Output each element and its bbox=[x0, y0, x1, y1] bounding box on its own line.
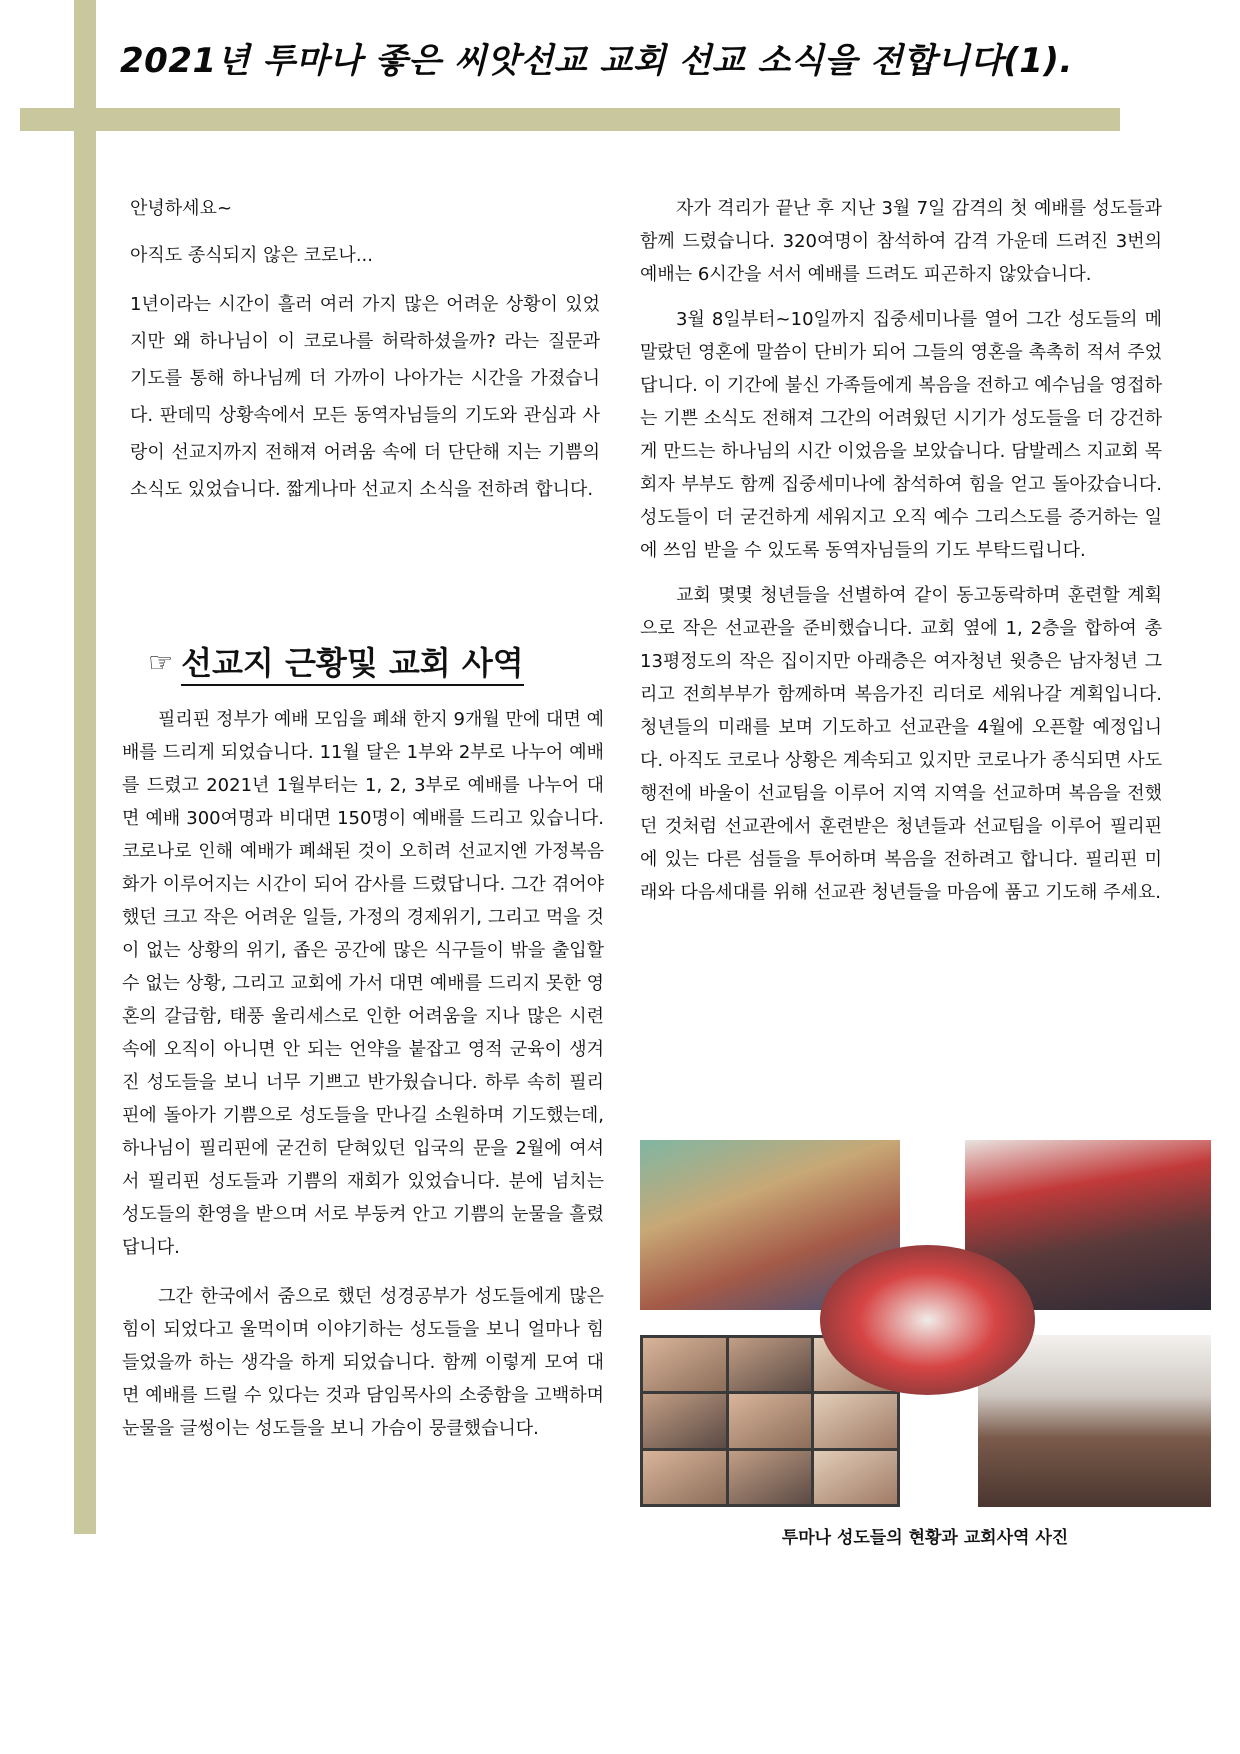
article-paragraph: 그간 한국에서 줌으로 했던 성경공부가 성도들에게 많은 힘이 되었다고 울먹이며 이야기하는 성도들을 보니 얼마나 힘들었을까 하는 생각을 하게 되었습니다. 함께 이렇게 모여 대면 예배를 드릴 수 있다는 것과 담임목사의 소중함을 고백하며 눈물을 글썽이는 성도들을 보니 가슴이 뭉클했습니다. bbox=[122, 1286, 604, 1439]
zoom-participant-tile bbox=[643, 1394, 726, 1447]
zoom-participant-tile bbox=[643, 1451, 726, 1504]
right-article-column bbox=[640, 192, 1162, 921]
article-paragraph: 교회 몇몇 청년들을 선별하여 같이 동고동락하며 훈련할 계획으로 작은 선교관을 준비했습니다. 교회 옆에 1, 2층을 합하여 총 13평정도의 작은 집이지만 아래층은 여자청년 윗층은 남자청년 그리고 전희부부가 함께하며 복음가진 리더로 세워나갈 계획입니다. 청년들의 미래를 보며 기도하고 선교관을 4월에 오픈할 예정입니다. 아직도 코로나 상황은 계속되고 있지만 코로나가 종식되면 사도행전에 바울이 선교팀을 이루어 지역 지역을 선교하며 복음을 전했던 것처럼 선교관에서 훈련받은 청년들과 선교팀을 이루어 필리핀에 있는 다른 섬들을 투어하며 복음을 전하려고 합니다. 필리핀 미래와 다음세대를 위해 선교관 청년들을 마음에 품고 기도해 주세요. bbox=[640, 585, 1162, 903]
intro-line: 아직도 종식되지 않은 코로나... bbox=[130, 245, 373, 266]
zoom-participant-tile bbox=[643, 1338, 726, 1391]
section-heading-text: 선교지 근황및 교회 사역 bbox=[181, 644, 524, 686]
cross-decoration-horizontal bbox=[20, 108, 1120, 131]
zoom-participant-tile bbox=[729, 1451, 812, 1504]
intro-block bbox=[130, 192, 600, 508]
pointing-hand-icon: ☞ bbox=[148, 646, 174, 679]
intro-greeting: 안녕하세요~ bbox=[130, 198, 233, 219]
page-title: 2021년 투마나 좋은 씨앗선교 교회 선교 소식을 전합니다(1). bbox=[120, 41, 1073, 81]
zoom-participant-tile bbox=[814, 1394, 897, 1447]
intro-paragraph: 1년이라는 시간이 흘러 여러 가지 많은 어려운 상황이 있었지만 왜 하나님이 이 코로나를 허락하셨을까? 라는 질문과 기도를 통해 하나님께 더 가까이 나아가는 시간을 가졌습니다. 판데믹 상황속에서 모든 동역자님들의 기도와 관심과 사랑이 선교지까지 전해져 어려움 속에 더 단단해 지는 기쁨의 소식도 있었습니다. 짧게나마 선교지 소식을 전하려 합니다. bbox=[130, 294, 600, 500]
left-article-column bbox=[122, 703, 604, 1461]
article-paragraph: 자가 격리가 끝난 후 지난 3월 7일 감격의 첫 예배를 성도들과 함께 드렸습니다. 320여명이 참석하여 감격 가운데 드려진 3번의 예배는 6시간을 서서 예배를 드려도 피곤하지 않았습니다. bbox=[640, 198, 1162, 285]
article-paragraph: 3월 8일부터~10일까지 집중세미나를 열어 그간 성도들의 메말랐던 영혼에 말씀이 단비가 되어 그들의 영혼을 촉촉히 적셔 주었답니다. 이 기간에 불신 가족들에게 복음을 전하고 예수님을 영접하는 기쁜 소식도 전해져 그간의 어려웠던 시기가 성도들을 더 강건하게 만드는 하나님의 시간 이었음을 보았습니다. 담발레스 지교회 목회자 부부도 함께 집중세미나에 참석하여 힘을 얻고 돌아갔습니다. 성도들이 더 굳건하게 세워지고 오직 예수 그리스도를 증거하는 일에 쓰임 받을 수 있도록 동역자님들의 기도 부탁드립니다. bbox=[640, 309, 1162, 561]
section-heading bbox=[148, 640, 524, 686]
fellowship-meal-photo bbox=[820, 1245, 1035, 1395]
zoom-participant-tile bbox=[729, 1394, 812, 1447]
zoom-participant-tile bbox=[814, 1451, 897, 1504]
cross-decoration-vertical bbox=[74, 0, 96, 1534]
photo-caption: 투마나 성도들의 현황과 교회사역 사진 bbox=[781, 1528, 1069, 1548]
zoom-participant-tile bbox=[729, 1338, 812, 1391]
article-paragraph: 필리핀 정부가 예배 모임을 폐쇄 한지 9개월 만에 대면 예배를 드리게 되었습니다. 11월 달은 1부와 2부로 나누어 예배를 드렸고 2021년 1월부터는 1, 2, 3부로 예배를 나누어 대면 예배 300여명과 비대면 150명이 예배를 드리고 있습니다. 코로나로 인해 예배가 폐쇄된 것이 오히려 선교지엔 가정복음화가 이루어지는 시간이 되어 감사를 드렸답니다. 그간 겪어야 했던 크고 작은 어려운 일들, 가정의 경제위기, 그리고 먹을 것이 없는 상황의 위기, 좁은 공간에 많은 식구들이 밖을 출입할 수 없는 상황, 그리고 교회에 가서 대면 예배를 드리지 못한 영혼의 갈급함, 태풍 울리세스로 인한 어려움을 지나 많은 시련 속에 오직이 아니면 안 되는 언약을 붙잡고 영적 군육이 생겨진 성도들을 보니 너무 기쁘고 반가웠습니다. 하루 속히 필리핀에 돌아가 기쁨으로 성도들을 만나길 소원하며 기도했는데, 하나님이 필리핀에 굳건히 닫혀있던 입국의 문을 2월에 여셔서 필리핀 성도들과 기쁨의 재회가 있었습니다. 분에 넘치는 성도들의 환영을 받으며 서로 부둥켜 안고 기쁨의 눈물을 흘렸답니다. bbox=[122, 709, 604, 1258]
